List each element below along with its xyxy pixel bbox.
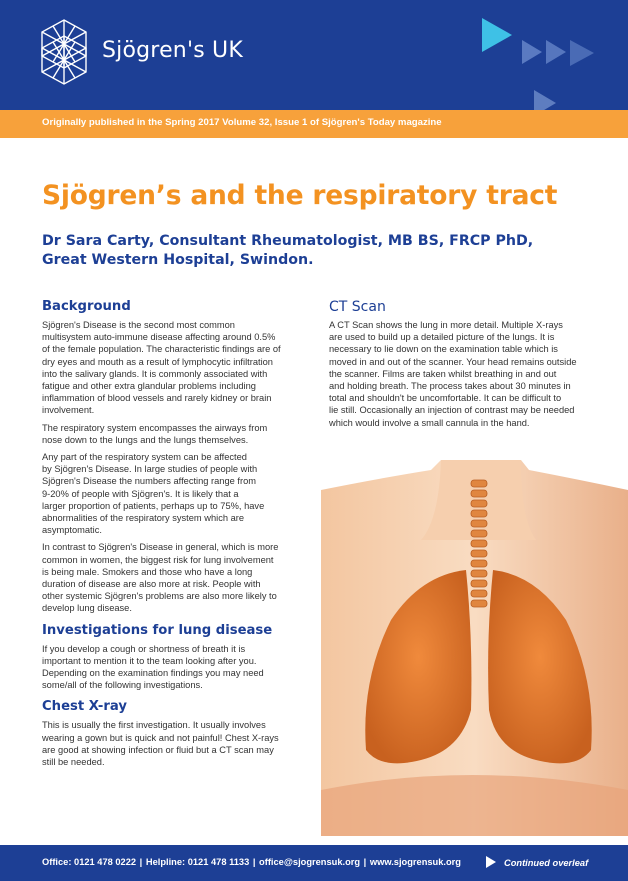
email-link[interactable]: office@sjogrensuk.org [259,857,361,867]
office-phone: Office: 0121 478 0222 [42,857,137,867]
text-line: into the salivary glands. It is commonly associated with [42,368,268,379]
text-line: the scanner. Films are taken whilst breathing in and out [329,368,557,379]
text-line: moved in and out of the scanner. Your head remains outside [329,356,577,367]
footer-separator: | [252,857,256,867]
text-line: abnormalities of the respiratory system which are [42,513,245,524]
text-line: Any part of the respiratory system can be affected [42,452,247,463]
text-line: wearing a gown but is quick and not painful! Chest X-rays [42,732,279,743]
text-line: 9-20% of people with Sjögren's. It is likely that a [42,488,239,499]
footer-separator: | [139,857,143,867]
left-column [42,299,304,773]
publication-note: Originally published in the Spring 2017 Volume 32, Issue 1 of Sjögren's Today magazine [42,117,442,128]
text-line: multisystem auto-immune disease affecting around 0.5% [42,332,276,343]
text-line: common in women, the biggest risk for lung involvement [42,554,274,565]
footer-bar [0,845,628,881]
helpline-phone: Helpline: 0121 478 1133 [145,857,250,867]
text-line: total and shouldn't be uncomfortable. It can be difficult to [329,393,562,404]
text-line: This is usually the first investigation. It usually involves [42,720,266,731]
text-line: other systemic Sjögren's problems are also more likely to [42,591,277,602]
text-line: A CT Scan shows the lung in more detail. Multiple X-rays [329,320,563,330]
text-line: Sjögren's Disease the numbers affecting range from [42,476,256,487]
text-line: nose down to the lungs and the lungs themselves. [42,434,249,445]
text-line: is being male. Smokers and those who have a long [42,566,253,577]
text-line: necessary to lie down on the examination table which is [329,344,558,355]
text-line: are good at showing infection or fluid but a CT scan may [42,744,274,755]
text-line: are used to build up a detailed picture of the lungs. It is [329,332,555,343]
background-heading: Background [42,299,131,314]
paragraph [42,541,304,614]
chest-xray-heading: Chest X-ray [42,699,127,715]
investigations-heading: Investigations for lung disease [42,622,273,638]
paragraph [42,319,304,417]
text-line: duration of disease are also more at risk. People with [42,579,261,590]
footer-contacts [42,857,461,867]
text-line: inflammation of blood vessels and rarely kidney or brain [42,393,272,404]
paragraph [42,422,304,446]
continued-overleaf [486,856,588,868]
chest-xray-body [42,719,304,768]
text-line: of the female population. The characteristic findings are of [42,344,281,355]
text-line: asymptomatic. [42,525,102,536]
text-line: Sjögren's Disease is the second most common [42,320,235,330]
paragraph [42,451,304,536]
ct-scan-body [329,319,599,429]
author-line: Great Western Hospital, Swindon. [42,252,314,268]
ct-scan-heading: CT Scan [329,299,386,315]
text-line: fatigue and other extra glandular problems including [42,381,256,392]
text-line: important to mention it to the team looking after you. [42,655,257,666]
play-arrows-decoration-icon [470,0,628,110]
text-line: If you develop a cough or shortness of breath it is [42,643,246,654]
text-line: larger proportion of patients, perhaps up to 75%, have [42,500,265,511]
text-line: dry eyes and mouth as a result of lymphocytic infiltration [42,356,273,367]
text-line: The respiratory system encompasses the airways from [42,422,268,433]
publication-bar [0,110,628,138]
text-line: In contrast to Sjögren's Disease in general, which is more [42,542,279,553]
text-line: develop lung disease. [42,603,132,614]
text-line: by Sjögren's Disease. In large studies of people with [42,464,258,475]
text-line: Depending on the examination findings you may need [42,668,264,679]
text-line: and holding breath. The process takes about 30 minutes in [329,381,571,392]
header-banner [0,0,628,110]
article-author [42,232,533,270]
continued-label: Continued overleaf [504,858,589,868]
paragraph [329,319,599,429]
text-line: some/all of the following investigations. [42,680,203,691]
hexagon-logo-icon [40,18,88,86]
play-arrow-icon [486,856,496,868]
investigations-body [42,643,304,692]
website-link[interactable]: www.sjogrensuk.org [369,857,461,867]
author-line: Dr Sara Carty, Consultant Rheumatologist, MB BS, FRCP PhD, [42,233,534,249]
lungs-illustration [321,460,628,836]
article-title: Sjögren’s and the respiratory tract [42,180,558,211]
text-line: lie still. Occasionally an injection of contrast may be needed [329,405,575,416]
paragraph [42,643,304,692]
background-body [42,319,304,615]
paragraph [42,719,304,768]
text-line: still be needed. [42,757,105,768]
right-column [329,299,599,434]
text-line: involvement. [42,405,95,416]
text-line: which would involve a small cannula in the hand. [329,417,530,428]
brand-name: Sjögren's UK [102,38,243,63]
footer-separator: | [363,857,367,867]
